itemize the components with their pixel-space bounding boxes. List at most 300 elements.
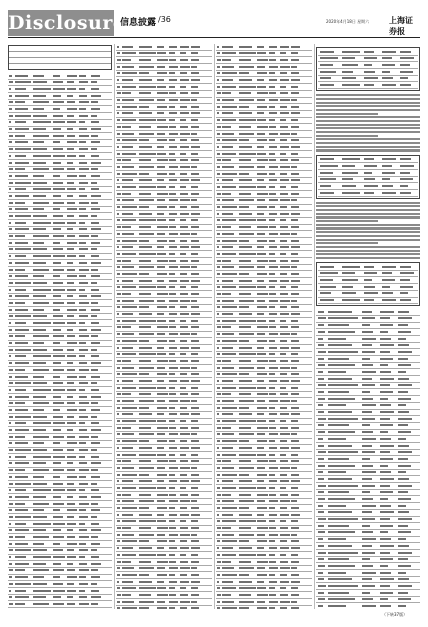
table-row (316, 436, 420, 443)
table-row (116, 505, 212, 512)
table-row (318, 163, 418, 170)
text-line (316, 239, 420, 241)
column-divider (114, 44, 115, 609)
table-row (116, 472, 212, 479)
table-row (216, 218, 312, 225)
table-row (318, 62, 418, 69)
column-2 (116, 44, 212, 609)
table-row (8, 100, 112, 107)
table-row (8, 341, 112, 348)
table-row (316, 309, 420, 316)
table-row (316, 503, 420, 510)
table-row (8, 173, 112, 180)
table-row (8, 160, 112, 167)
table-row (216, 258, 312, 265)
table-row (116, 84, 212, 91)
table-row (316, 496, 420, 503)
table-row (216, 184, 312, 191)
table-row (316, 323, 420, 330)
table-row (8, 608, 112, 609)
table-row (8, 581, 112, 588)
table-row (216, 465, 312, 472)
table-row (8, 381, 112, 388)
table-row (8, 247, 112, 254)
table-row (316, 570, 420, 577)
table-row (216, 151, 312, 158)
table-row (216, 171, 312, 178)
table-row (316, 590, 420, 597)
table-row (116, 71, 212, 78)
table-row (316, 396, 420, 403)
table-row (116, 218, 212, 225)
table-row (116, 291, 212, 298)
table-row (8, 294, 112, 301)
table-row (8, 106, 112, 113)
table-row (316, 490, 420, 497)
table-row (216, 412, 312, 419)
table-row (8, 427, 112, 434)
table-row (116, 512, 212, 519)
table-row (116, 225, 212, 232)
table-row (8, 361, 112, 368)
table-row (216, 64, 312, 71)
issue-date: 2020年4月18日 星期六 (326, 19, 370, 24)
text-line (316, 220, 378, 222)
table-row (216, 118, 312, 125)
table-row (8, 120, 112, 127)
text-line (316, 142, 420, 144)
table-row (116, 579, 212, 586)
text-line (316, 202, 420, 204)
table-row (116, 559, 212, 566)
table-row (8, 601, 112, 608)
table-row (216, 225, 312, 232)
table-row (116, 57, 212, 64)
table-row (216, 325, 312, 332)
table-row (216, 526, 312, 533)
table-row (116, 606, 212, 609)
column-3 (216, 44, 312, 609)
text-line (316, 213, 420, 215)
text-line (316, 98, 420, 100)
table-row (8, 314, 112, 321)
table-row (316, 537, 420, 544)
table-row (316, 597, 420, 604)
table-row (316, 530, 420, 537)
table-row (216, 365, 312, 372)
text-line (316, 250, 420, 252)
text-line (316, 149, 420, 151)
table-row (116, 98, 212, 105)
table-row (216, 57, 312, 64)
table-row (316, 483, 420, 490)
table-row (316, 523, 420, 530)
table-row (8, 307, 112, 314)
table-row (216, 111, 312, 118)
table-row (216, 231, 312, 238)
table-row (8, 147, 112, 154)
table-row (216, 84, 312, 91)
table-row (216, 191, 312, 198)
table-row (8, 274, 112, 281)
table-row (8, 568, 112, 575)
table-row (8, 434, 112, 441)
performance-table (316, 262, 420, 306)
text-line (316, 138, 420, 140)
table-row (8, 501, 112, 508)
table-row (216, 559, 312, 566)
column-divider (314, 44, 315, 609)
table-row (116, 352, 212, 359)
table-row (8, 407, 112, 414)
table-row (8, 86, 112, 93)
table-row (318, 190, 418, 197)
text-line (316, 209, 420, 211)
table-row (216, 44, 312, 51)
text-line (316, 109, 420, 111)
table-row (8, 193, 112, 200)
table-row (216, 519, 312, 526)
table-row (216, 505, 312, 512)
table-row (216, 245, 312, 252)
table-row (216, 492, 312, 499)
table-row (316, 336, 420, 343)
table-row (8, 200, 112, 207)
fund-holdings-table (216, 44, 312, 609)
table-row (216, 285, 312, 292)
table-row (318, 76, 418, 83)
table-row (8, 180, 112, 187)
table-row (316, 563, 420, 570)
table-row (216, 131, 312, 138)
table-row (116, 586, 212, 593)
table-row (216, 265, 312, 272)
table-row (216, 419, 312, 426)
table-row (216, 572, 312, 579)
table-row (216, 439, 312, 446)
table-row (216, 432, 312, 439)
table-row (8, 287, 112, 294)
table-row (116, 459, 212, 466)
table-row (318, 298, 418, 305)
table-row (216, 512, 312, 519)
table-row (116, 318, 212, 325)
table-row (116, 104, 212, 111)
table-row (216, 345, 312, 352)
table-row (318, 183, 418, 190)
table-row (216, 586, 312, 593)
text-line (316, 246, 420, 248)
table-row (116, 385, 212, 392)
table-row (216, 385, 312, 392)
table-row (216, 539, 312, 546)
table-row (216, 158, 312, 165)
table-row (116, 332, 212, 339)
table-row (8, 474, 112, 481)
table-row (116, 345, 212, 352)
table-row (216, 211, 312, 218)
table-row (216, 452, 312, 459)
table-row (216, 472, 312, 479)
table-row (8, 521, 112, 528)
text-line (316, 242, 378, 244)
table-row (316, 543, 420, 550)
table-row (8, 394, 112, 401)
table-row (8, 300, 112, 307)
table-row (8, 421, 112, 428)
table-row (116, 184, 212, 191)
table-row (116, 432, 212, 439)
table-row (216, 352, 312, 359)
text-line (316, 231, 420, 233)
table-row (116, 164, 212, 171)
table-row (116, 138, 212, 145)
table-row (116, 479, 212, 486)
table-row (116, 358, 212, 365)
table-row (116, 124, 212, 131)
table-row (316, 430, 420, 437)
table-row (116, 372, 212, 379)
table-row (8, 548, 112, 555)
table-row (316, 463, 420, 470)
fund-holdings-table (8, 73, 112, 609)
table-row (116, 305, 212, 312)
table-row (8, 207, 112, 214)
table-row (8, 140, 112, 147)
table-row (216, 485, 312, 492)
table-row (116, 539, 212, 546)
column-divider (214, 44, 215, 609)
disclosure-brand: Disclosure (8, 12, 126, 34)
table-row (8, 320, 112, 327)
table-row (116, 532, 212, 539)
table-row (216, 251, 312, 258)
table-row (116, 499, 212, 506)
table-row (8, 401, 112, 408)
masthead (8, 10, 420, 36)
table-row (116, 285, 212, 292)
table-row (116, 419, 212, 426)
risk-table (316, 155, 420, 199)
table-row (8, 254, 112, 261)
table-row (8, 354, 112, 361)
table-row (116, 258, 212, 265)
table-row (8, 448, 112, 455)
table-row (216, 405, 312, 412)
text-line (316, 205, 420, 207)
text-line (316, 116, 420, 118)
table-row (8, 347, 112, 354)
table-row (116, 365, 212, 372)
table-row (8, 555, 112, 562)
table-row (8, 240, 112, 247)
table-row (216, 592, 312, 599)
table-row (116, 64, 212, 71)
table-row (216, 459, 312, 466)
table-row (316, 383, 420, 390)
table-row (318, 177, 418, 184)
table-row (216, 205, 312, 212)
text-line (316, 235, 420, 237)
header-rule (8, 37, 420, 38)
table-row (216, 271, 312, 278)
table-row (216, 546, 312, 553)
text-line (316, 124, 420, 126)
text-line (316, 102, 420, 104)
table-row (116, 251, 212, 258)
table-row (8, 461, 112, 468)
table-row (216, 238, 312, 245)
table-row (116, 439, 212, 446)
table-row (116, 378, 212, 385)
table-row (216, 599, 312, 606)
table-row (116, 298, 212, 305)
table-row (316, 603, 420, 609)
table-row (8, 514, 112, 521)
table-row (316, 423, 420, 430)
table-row (316, 583, 420, 590)
table-row (216, 372, 312, 379)
table-row (316, 369, 420, 376)
text-line (316, 224, 420, 226)
column-1 (8, 44, 112, 609)
table-row (8, 267, 112, 274)
table-row (216, 552, 312, 559)
table-row (318, 264, 418, 271)
notes-text (316, 202, 420, 259)
text-line (316, 146, 420, 148)
table-row (8, 588, 112, 595)
table-row (8, 133, 112, 140)
table-row (8, 561, 112, 568)
holdings-table (316, 309, 420, 609)
table-row (116, 245, 212, 252)
table-row (216, 71, 312, 78)
table-row (216, 606, 312, 609)
table-row (316, 389, 420, 396)
table-row (8, 334, 112, 341)
text-line (316, 216, 420, 218)
table-row (8, 454, 112, 461)
table-row (318, 49, 418, 56)
fund-holdings-table (116, 44, 212, 609)
table-row (318, 56, 418, 63)
text-line (316, 113, 378, 115)
table-row (216, 398, 312, 405)
column-4 (316, 44, 420, 609)
table-row (8, 508, 112, 515)
table-row (8, 213, 112, 220)
table-row (216, 98, 312, 105)
table-row (116, 118, 212, 125)
table-row (316, 550, 420, 557)
table-row (116, 592, 212, 599)
table-row (216, 178, 312, 185)
table-row (216, 298, 312, 305)
table-row (8, 528, 112, 535)
table-row (116, 158, 212, 165)
table-row (8, 414, 112, 421)
table-row (8, 234, 112, 241)
table-row (116, 492, 212, 499)
table-row (216, 291, 312, 298)
table-row (116, 178, 212, 185)
table-row (116, 452, 212, 459)
table-row (316, 577, 420, 584)
table-row (116, 265, 212, 272)
text-line (316, 105, 420, 107)
table-row (216, 138, 312, 145)
table-row (8, 367, 112, 374)
table-row (316, 470, 420, 477)
table-row (318, 157, 418, 164)
table-row (216, 318, 312, 325)
table-row (216, 392, 312, 399)
table-row (8, 374, 112, 381)
table-row (318, 277, 418, 284)
table-row (8, 113, 112, 120)
table-row (116, 392, 212, 399)
table-row (116, 445, 212, 452)
table-row (8, 468, 112, 475)
table-row (216, 278, 312, 285)
table-row (318, 69, 418, 76)
table-row (116, 552, 212, 559)
table-row (216, 144, 312, 151)
table-row (316, 356, 420, 363)
table-row (116, 198, 212, 205)
table-row (318, 284, 418, 291)
text-line (316, 253, 420, 255)
table-row (8, 127, 112, 134)
table-row (116, 44, 212, 51)
table-row (318, 170, 418, 177)
table-row (216, 479, 312, 486)
table-row (216, 566, 312, 573)
table-row (116, 111, 212, 118)
table-row (216, 445, 312, 452)
table-row (116, 519, 212, 526)
table-row (316, 416, 420, 423)
table-row (316, 510, 420, 517)
text-line (316, 131, 420, 133)
table-row (216, 305, 312, 312)
table-row (8, 220, 112, 227)
table-row (8, 153, 112, 160)
table-row (316, 443, 420, 450)
table-row (116, 485, 212, 492)
table-row (216, 358, 312, 365)
table-row (116, 131, 212, 138)
table-row (216, 104, 312, 111)
table-row (116, 91, 212, 98)
table-row (8, 93, 112, 100)
table-row (216, 124, 312, 131)
table-row (316, 343, 420, 350)
table-row (316, 329, 420, 336)
table-row (8, 327, 112, 334)
text-line (316, 94, 420, 96)
table-row (316, 517, 420, 524)
table-row (216, 77, 312, 84)
table-row (8, 441, 112, 448)
table-row (216, 51, 312, 58)
table-row (216, 499, 312, 506)
table-row (8, 187, 112, 194)
table-row (116, 205, 212, 212)
table-row (316, 450, 420, 457)
table-row (216, 91, 312, 98)
